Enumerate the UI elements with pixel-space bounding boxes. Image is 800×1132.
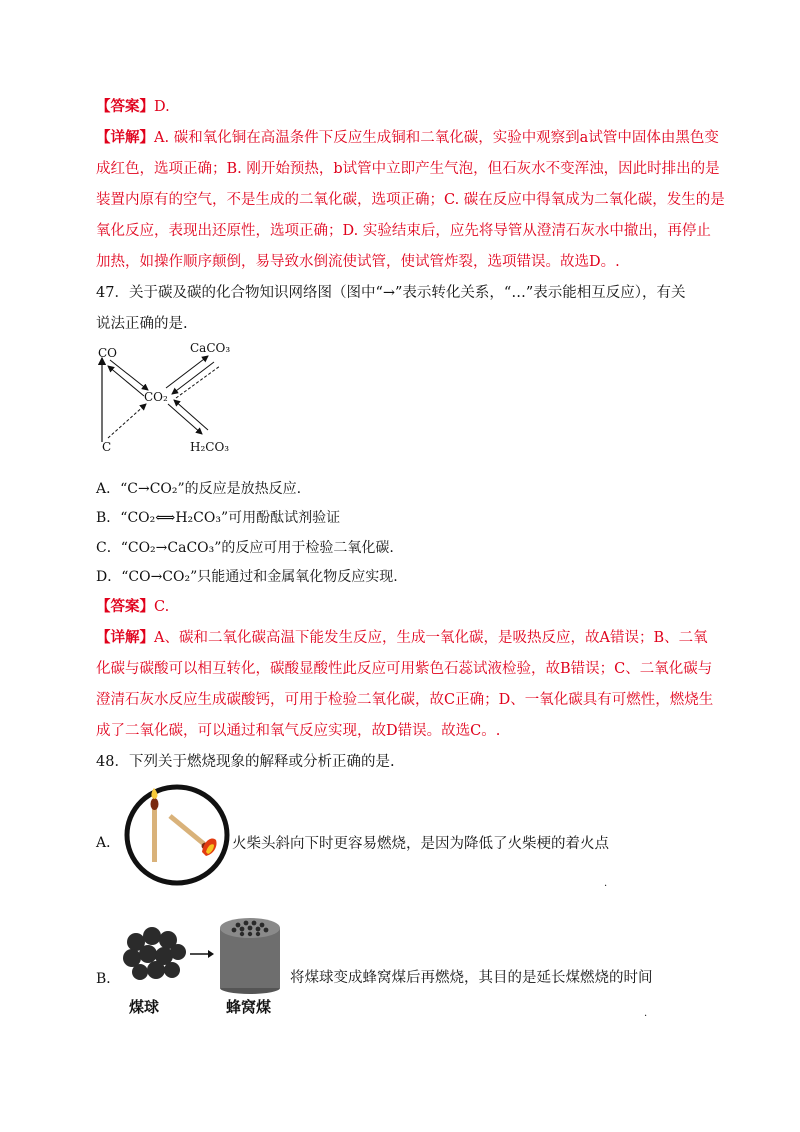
detail-text: A. 碳和氧化铜在高温条件下反应生成铜和二氧化碳，实验中观察到a试管中固体由黑色变 [154, 130, 719, 146]
stray-dot: . [604, 878, 608, 889]
q46-detail-line-3: 装置内原有的空气，不是生成的二氧化碳，选项正确；C. 碳在反应中得氧成为二氧化碳，发生的是 [96, 192, 725, 208]
stray-dot: . [644, 1008, 648, 1019]
q47-detail-line-4: 成了二氧化碳，可以通过和氧气反应实现，故D错误。故选C。. [96, 723, 501, 739]
answer-value: D. [154, 99, 170, 115]
q48-option-a-letter: A． [96, 835, 121, 851]
q48-option-a-text: 火柴头斜向下时更容易燃烧，是因为降低了火柴梗的着火点 [232, 836, 609, 852]
q46-detail-line-1 [96, 128, 719, 148]
diagram-label-co2: CO₂ [144, 390, 168, 404]
q47-detail-line-3: 澄清石灰水反应生成碳酸钙，可用于检验二氧化碳，故C正确；D、一氧化碳具有可燃性，燃烧生 [96, 692, 714, 708]
q47-detail-line-2: 化碳与碳酸可以相互转化，碳酸显酸性此反应可用紫色石蕊试液检验，故B错误；C、二氧化碳与 [96, 661, 713, 677]
answer-tag: 【答案】 [96, 98, 154, 115]
q48-option-b-letter: B． [96, 971, 121, 987]
detail-tag: 【详解】 [96, 629, 154, 646]
answer-tag: 【答案】 [96, 598, 154, 615]
q47-option-d: D．“CO→CO₂”只能通过和金属氧化物反应实现. [96, 569, 398, 585]
detail-tag: 【详解】 [96, 129, 154, 146]
detail-text: A、碳和二氧化碳高温下能发生反应，生成一氧化碳，是吸热反应，故A错误；B、二氧 [154, 630, 708, 646]
answer-value: C. [154, 599, 170, 615]
q46-detail-line-2: 成红色，选项正确；B. 刚开始预热，b试管中立即产生气泡，但石灰水不变浑浊，因此时排出的是 [96, 161, 720, 177]
option-text: “CO₂⟺H₂CO₃”可用酚酞试剂验证 [120, 510, 341, 526]
diagram-label-caco3: CaCO₃ [190, 341, 231, 355]
label-honeycomb-coal: 蜂窝煤 [226, 998, 272, 1016]
q47-answer [96, 597, 169, 617]
q46-detail-line-5: 加热，如操作顺序颠倒，易导致水倒流使试管，使试管炸裂，选项错误。故选D。. [96, 254, 620, 270]
q47-option-a: A．“C→CO₂”的反应是放热反应. [96, 481, 302, 497]
q47-detail-line-1 [96, 628, 708, 648]
q47-option-b [96, 507, 340, 527]
match-image [122, 782, 232, 888]
option-letter: B． [96, 510, 121, 526]
q46-detail-line-4: 氧化反应，表现出还原性，选项正确；D. 实验结束后，应先将导管从澄清石灰水中撤出，再停止 [96, 223, 711, 239]
coal-images [122, 914, 292, 994]
label-coal-ball: 煤球 [129, 998, 160, 1016]
diagram-label-co: CO [98, 346, 118, 360]
q47-option-c: C．“CO₂→CaCO₃”的反应可用于检验二氧化碳. [96, 540, 394, 556]
q46-answer [96, 97, 170, 117]
q47-stem-line-1: 47．关于碳及碳的化合物知识网络图（图中“→”表示转化关系，“…”表示能相互反应），有关 [96, 285, 686, 301]
q48-option-b-text: 将煤球变成蜂窝煤后再燃烧，其目的是延长煤燃烧的时间 [290, 970, 653, 986]
diagram-label-h2co3: H₂CO₃ [190, 440, 230, 454]
q47-stem-line-2: 说法正确的是. [96, 316, 188, 332]
diagram-label-c: C [102, 440, 112, 454]
q48-stem: 48．下列关于燃烧现象的解释或分析正确的是. [96, 754, 395, 770]
